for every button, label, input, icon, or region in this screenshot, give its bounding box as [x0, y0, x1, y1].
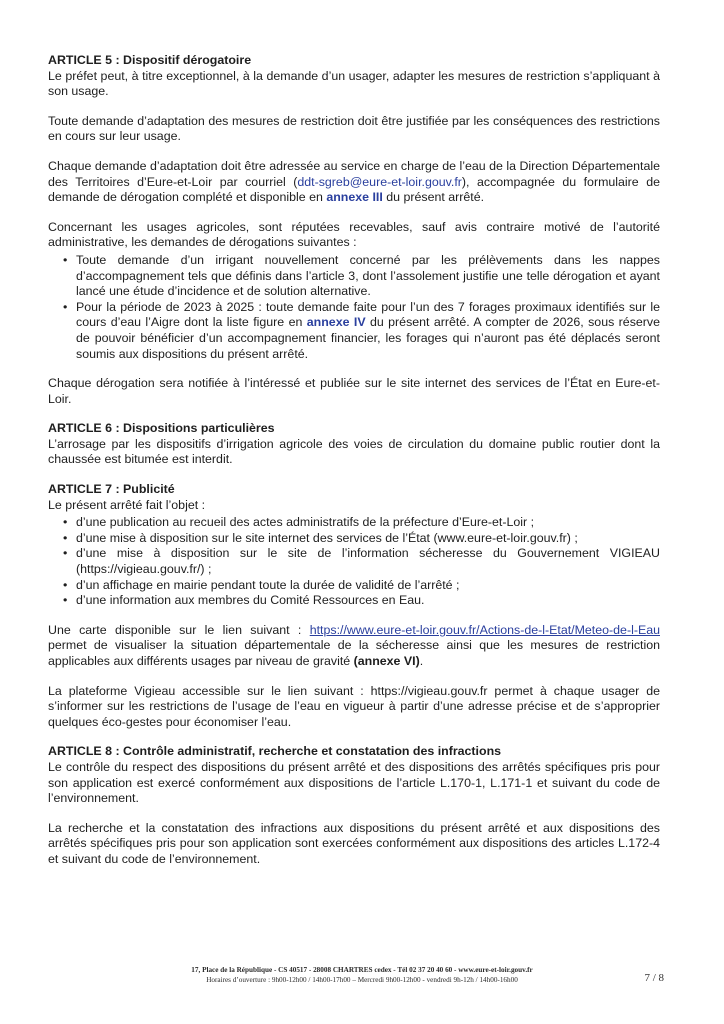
article-7 [48, 482, 660, 730]
paragraph-text: Une carte disponible sur le lien suivant : [48, 622, 310, 637]
article-7-intro: Le présent arrêté fait l’objet : [48, 497, 206, 512]
list-item [48, 300, 660, 362]
annexe-reference: annexe III [326, 190, 383, 205]
article-7-paragraph-2 [48, 623, 660, 670]
publicity-list [48, 515, 660, 609]
article-5-paragraph-1: Le préfet peut, à titre exceptionnel, à la demande d’un usager, adapter les mesures de restriction s’appliquant à son usage. [48, 68, 660, 99]
article-5-paragraph-3 [48, 159, 660, 206]
paragraph-text: Pour la période de 2023 à 2025 : toute demande faite pour l’un des 7 forages proximaux identifiés sur le cours d’eau l’Aigre dont la liste figure en [76, 299, 660, 330]
list-item: • Toute demande d’un irrigant nouvellement concerné par les prélèvements dans les nappes d’accompagnement tels que définis dans l’article 3, dont l’assolement justifie une telle dérogation et ayant lancé une étude d’incidence et de solution alternative. [48, 253, 660, 300]
paragraph-text: du présent arrêté. [382, 190, 485, 205]
article-8-title: ARTICLE 8 : Contrôle administratif, recherche et constatation des infractions [48, 744, 502, 759]
footer-hours: Horaires d’ouverture : 9h00-12h00 / 14h00-17h00 – Mercredi 9h00-12h00 - vendredi 9h-12h / 14h00-16h00 [206, 976, 518, 984]
article-8-paragraph-2: La recherche et la constatation des infractions aux dispositions du présent arrêté et aux dispositions des arrêtés spécifiques pris pour son application sont exercées conformément aux dispositions des articles L.172-4 et suivant du code de l’environnement. [48, 820, 660, 866]
paragraph-text: Chaque demande d’adaptation doit être adressée au service en charge de l’eau de la Direction Départementale des Territoires d’Eure-et-Loir par courriel ( [48, 158, 660, 189]
list-item: • d’une mise à disposition sur le site de l’information sécheresse du Gouvernement VIGIEAU (https://vigieau.gouv.fr/) ; [48, 546, 660, 577]
article-5-paragraph-4: Concernant les usages agricoles, sont réputées recevables, sauf avis contraire motivé de l’autorité administrative, les demandes de dérogations suivantes : [48, 219, 660, 250]
article-7-paragraph-3: La plateforme Vigieau accessible sur le lien suivant : https://vigieau.gouv.fr permet à chaque usager de s’informer sur les restrictions de l’usage de l’eau en vigueur à partir d’une adresse précise et de s’approprier quelques éco-gestes pour économiser l’eau. [48, 683, 660, 729]
meteo-eau-link[interactable]: https://www.eure-et-loir.gouv.fr/Actions-de-l-Etat/Meteo-de-l-Eau [309, 622, 660, 637]
annexe-reference: annexe IV [306, 315, 366, 330]
list-item: • d’une mise à disposition sur le site internet des services de l’État (www.eure-et-loir.gouv.fr) ; [48, 531, 660, 547]
article-6-paragraph-1: L’arrosage par les dispositifs d’irrigation agricole des voies de circulation du domaine public routier dont la chaussée est bitumée est interdit. [48, 436, 660, 467]
annexe-reference: (annexe VI) [353, 654, 420, 668]
article-6-title: ARTICLE 6 : Dispositions particulières [48, 421, 275, 436]
paragraph-text: permet de visualiser la situation départementale de la sécheresse ainsi que les mesures de restriction applicables aux différents usages par niveau de gravité [48, 638, 660, 668]
paragraph-text: ), accompagnée du formulaire de demande de dérogation complété et disponible en [48, 174, 660, 205]
list-item: • d’une information aux membres du Comité Ressources en Eau. [48, 593, 660, 609]
contact-email[interactable]: ddt-sgreb@eure-et-loir.gouv.fr [297, 174, 462, 189]
article-5 [48, 53, 660, 407]
list-item: • d’un affichage en mairie pendant toute la durée de validité de l’arrêté ; [48, 578, 660, 594]
article-7-title: ARTICLE 7 : Publicité [48, 482, 175, 497]
article-5-paragraph-2: Toute demande d’adaptation des mesures de restriction doit être justifiée par les conséquences des restrictions en cours sur leur usage. [48, 113, 660, 144]
page-footer [0, 965, 724, 985]
article-8 [48, 744, 660, 867]
paragraph-text: . [419, 654, 424, 668]
article-5-title: ARTICLE 5 : Dispositif dérogatoire [48, 53, 252, 67]
article-5-paragraph-5: Chaque dérogation sera notifiée à l’intéressé et publiée sur le site internet des services de l’État en Eure-et-Loir. [48, 376, 660, 406]
article-6 [48, 421, 660, 468]
page-number: 7 / 8 [644, 972, 664, 984]
derogation-list [48, 253, 660, 362]
footer-address: 17, Place de la République - CS 40517 - 28008 CHARTRES cedex - Tél 02 37 20 40 60 - www.eure-et-loir.gouv.fr [191, 966, 533, 974]
document-body [48, 53, 660, 868]
paragraph-text: du présent arrêté. A compter de 2026, sous réserve de pouvoir bénéficier d’un accompagnement financier, les forages qui n’auront pas été déplacés seront soumis aux dispositions du présent arrêté. [76, 315, 660, 361]
article-8-paragraph-1: Le contrôle du respect des dispositions du présent arrêté et des dispositions des arrêtés spécifiques pris pour son application est exercé conformément aux dispositions de l’article L.170-1, L.171-1 et suivant du code de l’environnement. [48, 759, 660, 806]
list-item: • d’une publication au recueil des actes administratifs de la préfecture d’Eure-et-Loir ; [48, 515, 660, 531]
